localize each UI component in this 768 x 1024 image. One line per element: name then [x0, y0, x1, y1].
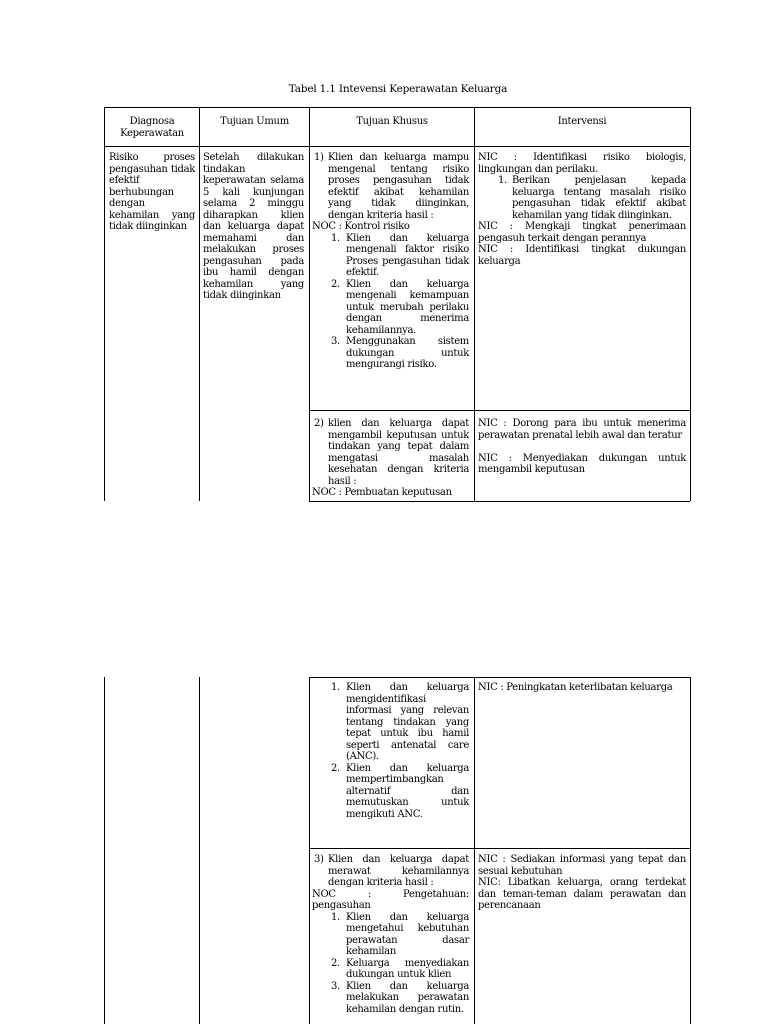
noc-label: NOC : Kontrol risiko	[312, 221, 410, 232]
intervensi-2	[478, 418, 686, 476]
table-title: Tabel 1.1 Intevensi Keperawatan Keluarga	[288, 83, 508, 95]
list-item: 1. Klien dan keluarga mengidentifikasi informasi yang relevan tentang tindakan yang tepat untuk ibu hamil seperti antenatal care (ANC).	[331, 682, 469, 762]
tujuan-khusus-3	[312, 854, 469, 1015]
header-diagnosa: Diagnosa Keperawatan	[120, 116, 184, 139]
noc-label: NOC : Pembuatan keputusan	[312, 487, 452, 498]
khusus-intro: Klien dan keluarga dapat merawat kehamilannya dengan kriteria hasil :	[328, 854, 469, 888]
list-item: 2. Klien dan keluarga mengenali kemampuan untuk merubah perilaku dengan menerima kehamilannya.	[331, 278, 469, 336]
intervensi-3	[478, 854, 686, 912]
header-intervensi: Intervensi	[557, 116, 607, 127]
list-item: 1. Klien dan keluarga mengetahui kebutuhan perawatan dasar kehamilan	[331, 911, 469, 957]
item-number: 3)	[314, 854, 324, 865]
list-item: 3. Menggunakan sistem dukungan untuk mengurangi risiko.	[331, 336, 469, 370]
header-tujuan-khusus: Tujuan Khusus	[356, 116, 428, 127]
khusus-list	[312, 682, 469, 820]
tujuan-khusus-2-continued	[312, 682, 469, 820]
list-item: 1. Klien dan keluarga mengenali faktor risiko Proses pengasuhan tidak efektif.	[331, 232, 469, 278]
intervensi-1	[478, 152, 686, 267]
list-item: 1. Berikan penjelasan kepada keluarga tentang masalah risiko pengasuhan tidak efektif akibat kehamilan yang tidak diinginkan.	[498, 175, 686, 221]
item-number: 1)	[314, 152, 324, 163]
nic-text: NIC : Identifikasi tingkat dukungan keluarga	[478, 244, 686, 267]
tujuan-khusus-2	[312, 418, 469, 499]
list-item: 3. Klien dan keluarga melakukan perawatan kehamilan dengan rutin.	[331, 980, 469, 1015]
header-tujuan-umum: Tujuan Umum	[220, 116, 289, 127]
item-number: 2)	[314, 418, 324, 429]
nic-text: NIC : Sediakan informasi yang tepat dan sesuai kebutuhan	[478, 854, 686, 877]
khusus-list	[312, 233, 469, 371]
nic-text: NIC : Dorong para ibu untuk menerima perawatan prenatal lebih awal dan teratur	[478, 418, 686, 441]
diagnosa-cell: Risiko proses pengasuhan tidak efektif berhubungan dengan kehamilan yang tidak diinginkan	[109, 152, 195, 232]
khusus-intro: klien dan keluarga dapat mengambil keputusan untuk tindakan yang tepat dalam mengatasi masalah kesehatan dengan kriteria hasil :	[328, 418, 469, 487]
nic-text: NIC: Libatkan keluarga, orang terdekat dan teman-teman dalam perawatan dan perencanaan	[478, 877, 686, 911]
nic-text: NIC : Identifikasi risiko biologis, lingkungan dan perilaku.	[478, 152, 686, 175]
list-item: 2. Keluarga menyediakan dukungan untuk klien	[331, 957, 469, 980]
intervensi-2-continued	[478, 682, 686, 694]
khusus-intro: Klien dan keluarga mampu mengenal tentang risiko proses pengasuhan tidak efektif akibat kehamilan yang tidak diinginkan, dengan kriteria hasil :	[328, 152, 469, 221]
nic-text: NIC : Mengkaji tingkat penerimaan pengasuh terkait dengan perannya	[478, 221, 686, 244]
list-item: 2. Klien dan keluarga mempertimbangkan alternatif dan memutuskan untuk mengikuti ANC.	[331, 762, 469, 820]
khusus-list	[312, 912, 469, 1016]
noc-label: NOC : Pengetahuan: pengasuhan	[312, 888, 469, 911]
tujuan-khusus-1	[312, 152, 469, 371]
nic-list	[478, 175, 686, 221]
nic-text: NIC : Menyediakan dukungan untuk mengambil keputusan	[478, 452, 686, 475]
nic-text: NIC : Peningkatan keterlibatan keluarga	[478, 682, 673, 693]
tujuan-umum-cell: Setelah dilakukan tindakan keperawatan selama 5 kali kunjungan selama 2 minggu diharapkan klien dan keluarga dapat memahami dan melakukan proses pengasuhan pada ibu hamil dengan kehamilan yang tidak diinginkan	[203, 152, 304, 301]
